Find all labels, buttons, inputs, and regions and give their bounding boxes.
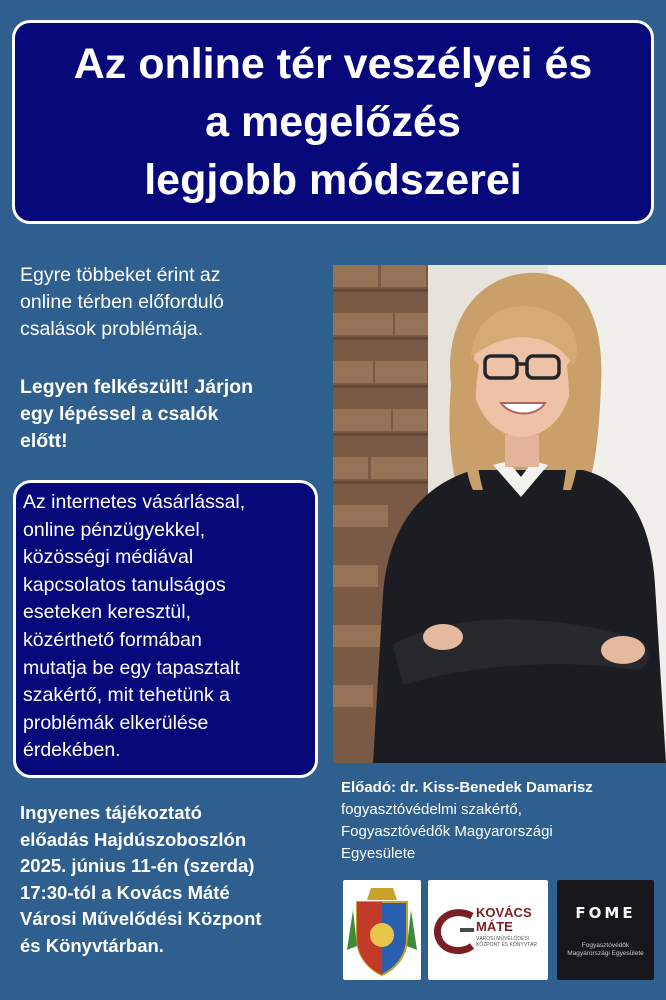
event-line: 17:30-tól a Kovács Máté: [20, 881, 230, 903]
description-line: kapcsolatos tanulságos: [23, 573, 226, 596]
speaker-title: fogyasztóvédelmi szakértő,: [341, 801, 522, 818]
intro-line: csalások problémája.: [20, 318, 204, 340]
intro-paragraph: [20, 262, 320, 343]
event-line: és Könyvtárban.: [20, 934, 164, 956]
intro-line: Egyre többeket érint az: [20, 264, 221, 286]
description-line: mutatja be egy tapasztalt: [23, 656, 240, 679]
fome-logo-subtitle: Fogyasztóvédők Magyarországi Egyesülete: [567, 942, 644, 957]
description-line: online pénzügyekkel,: [23, 518, 206, 541]
description-box: [13, 480, 318, 778]
speaker-photo: [333, 265, 666, 763]
description-line: problémák elkerülése: [23, 711, 209, 734]
event-line: előadás Hajdúszoboszlón: [20, 828, 247, 850]
cta-line: Legyen felkészült! Járjon: [20, 376, 253, 398]
event-details: [20, 800, 340, 960]
kovacs-logo-name: [476, 906, 532, 934]
title-line-2: a megelőzés: [205, 98, 461, 146]
kovacs-logo-name-2: MÁTE: [476, 919, 513, 934]
title-line-1: Az online tér veszélyei és: [73, 40, 593, 88]
description-line: szakértő, mit tehetünk a: [23, 684, 231, 707]
cta-line: egy lépéssel a csalók: [20, 403, 219, 425]
kovacs-logo-name-1: KOVÁCS: [476, 905, 532, 920]
speaker-organization: Egyesülete: [341, 845, 416, 862]
event-line: Városi Művelődési Központ: [20, 908, 262, 930]
description-line: eseteken keresztül,: [23, 601, 192, 624]
title-banner: [12, 20, 654, 224]
speaker-organization: Fogyasztóvédők Magyarországi: [341, 823, 553, 840]
description-line: közérthető formában: [23, 628, 202, 651]
kovacs-mate-logo: [428, 880, 548, 980]
intro-line: online térben előforduló: [20, 291, 224, 313]
title-line-3: legjobb módszerei: [144, 156, 522, 204]
event-line: 2025. június 11-én (szerda): [20, 855, 255, 877]
speaker-name: Előadó: dr. Kiss-Benedek Damarisz: [341, 779, 593, 796]
event-line: Ingyenes tájékoztató: [20, 802, 202, 823]
description-line: érdekében.: [23, 739, 121, 762]
cta-line: előtt!: [20, 430, 68, 452]
call-to-action: [20, 374, 320, 455]
fome-logo-wordmark: FOME: [575, 904, 636, 922]
kovacs-logo-subtitle: VÁROSI MŰVELŐDÉSI KÖZPONT ÉS KÖNYVTÁR: [476, 936, 538, 948]
description-line: Az internetes vásárlással,: [23, 491, 246, 513]
fome-logo: [557, 880, 654, 980]
town-crest-logo: [343, 880, 421, 980]
speaker-info: [341, 777, 666, 865]
description-line: közösségi médiával: [23, 546, 194, 569]
